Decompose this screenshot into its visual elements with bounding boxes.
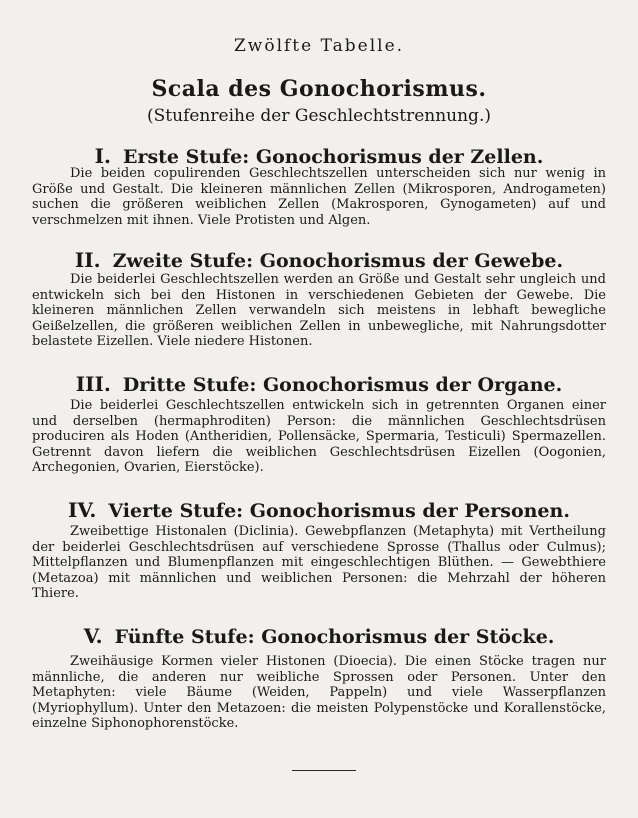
stage-3-text: Die beiderlei Geschlechtszellen entwickeln sich in getrennten Organen einer und derselben (hermaphroditen) Person: die männlichen Geschlechtsdrüsen produciren als Hoden (Antheridien, Pollensäcke, Spermaria, Testiculi) Spermazellen. Getrennt davon liefern die weiblichen Geschlechtsdrüsen Eizellen (Oogonien, Archegonien, Ovarien, Eierstöcke). bbox=[32, 398, 606, 476]
stage-4-heading bbox=[0, 498, 638, 522]
stage-5-numeral: V. bbox=[83, 624, 103, 648]
stage-4-title: Vierte Stufe: Gonochorismus der Personen. bbox=[108, 500, 570, 522]
stage-3-heading bbox=[0, 372, 638, 396]
stage-5-text: Zweihäusige Kormen vieler Histonen (Dioecia). Die einen Stöcke tragen nur männliche, die anderen nur weibliche Sprossen oder Personen. Unter den Metaphyten: viele Bäume (Weiden, Pappeln) und viele Wasserpflanzen (Myriophyllum). Unter den Metazoen: die meisten Polypenstöcke und Korallenstöcke, einzelne Siphonophorenstöcke. bbox=[32, 654, 606, 732]
stage-5-heading bbox=[0, 624, 638, 648]
stage-4-text: Zweibettige Histonalen (Diclinia). Gewebpflanzen (Metaphyta) mit Vertheilung der beiderlei Geschlechtsdrüsen auf verschiedene Sprosse (Thallus oder Culmus); Mittelpflanzen und Blumenpflanzen mit eingeschlechtigen Blüthen. — Gewebthiere (Metazoa) mit männlichen und weiblichen Personen: die Mehrzahl der höheren Thiere. bbox=[32, 524, 606, 602]
stage-2-title: Zweite Stufe: Gonochorismus der Gewebe. bbox=[112, 250, 564, 272]
stage-5-title: Fünfte Stufe: Gonochorismus der Stöcke. bbox=[114, 626, 555, 648]
stage-1-numeral: I. bbox=[94, 144, 111, 168]
document-title: Scala des Gonochorismus. bbox=[151, 76, 487, 102]
stage-1-text: Die beiden copulirenden Geschlechtszellen unterscheiden sich nur wenig in Größe und Gestalt. Die kleineren männlichen Zellen (Mikrosporen, Androgameten) suchen die größeren weiblichen Zellen (Makrosporen, Gynogameten) auf und verschmelzen mit ihnen. Viele Protisten und Algen. bbox=[32, 166, 606, 228]
stage-1-heading bbox=[0, 144, 638, 168]
stage-1-title: Erste Stufe: Gonochorismus der Zellen. bbox=[122, 146, 544, 168]
stage-4-numeral: IV. bbox=[68, 498, 97, 522]
stage-2-text: Die beiderlei Geschlechtszellen werden an Größe und Gestalt sehr ungleich und entwickeln sich bei den Histonen in verschiedenen Gebieten der Gewebe. Die kleineren männlichen Zellen verwandeln sich meistens in lebhaft bewegliche Geißelzellen, die größeren weiblichen Zellen in unbewegliche, mit Nahrungsdotter belastete Eizellen. Viele niedere Histonen. bbox=[32, 272, 606, 350]
table-label: Zwölfte Tabelle. bbox=[233, 36, 405, 56]
stage-3-numeral: III. bbox=[75, 372, 111, 396]
closing-rule bbox=[292, 770, 356, 771]
stage-2-heading bbox=[0, 248, 638, 272]
document-subtitle: (Stufenreihe der Geschlechtstrennung.) bbox=[147, 106, 491, 126]
stage-2-numeral: II. bbox=[74, 248, 101, 272]
stage-3-title: Dritte Stufe: Gonochorismus der Organe. bbox=[122, 374, 563, 396]
